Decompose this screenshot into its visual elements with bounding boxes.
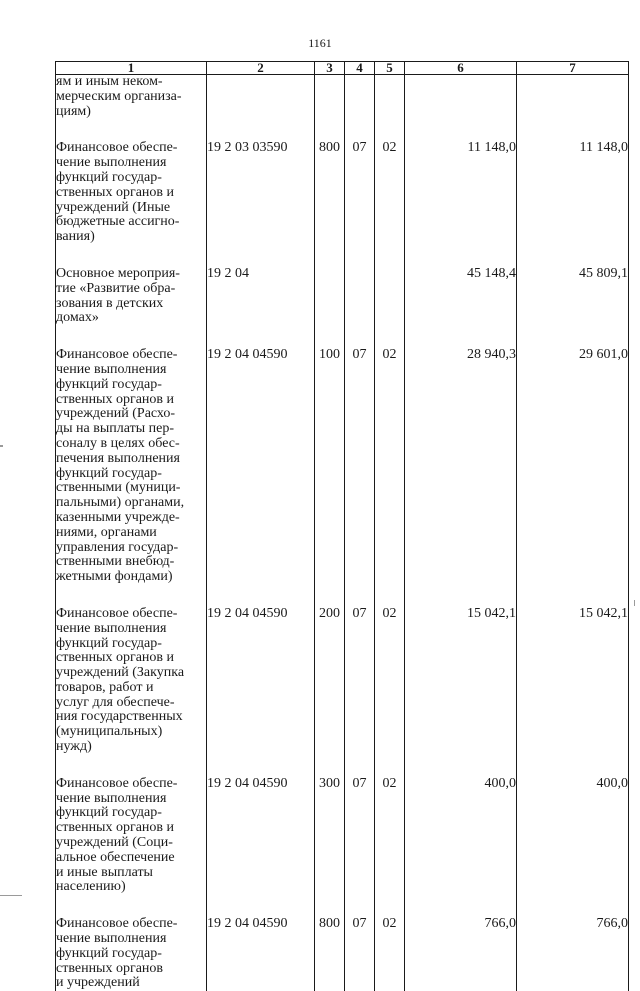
subsection-cell — [375, 267, 405, 326]
spacer-cell — [345, 755, 375, 777]
subsection-cell: 02 — [375, 917, 405, 991]
spacer-cell — [345, 119, 375, 141]
description-line: чение выполнения — [56, 156, 206, 171]
row-spacer — [56, 755, 629, 777]
spacer-cell — [315, 755, 345, 777]
scan-mark — [634, 600, 635, 606]
description-line: учреждений (Иные — [56, 201, 206, 216]
description-line: казенными учрежде- — [56, 511, 206, 526]
target-code-cell: 19 2 04 04590 — [207, 917, 315, 991]
description-line: тие «Развитие обра- — [56, 282, 206, 297]
section-cell: 07 — [345, 348, 375, 585]
spacer-cell — [517, 119, 629, 141]
spacer-cell — [56, 326, 207, 348]
row-spacer — [56, 585, 629, 607]
description-line: домах» — [56, 311, 206, 326]
spacer-cell — [315, 119, 345, 141]
spacer-cell — [207, 119, 315, 141]
amount-year1-cell — [405, 75, 517, 120]
description-line: функций государ- — [56, 171, 206, 186]
spacer-cell — [517, 755, 629, 777]
spacer-cell — [375, 585, 405, 607]
amount-year2-cell: 45 809,1 — [517, 267, 629, 326]
scan-mark — [0, 445, 3, 447]
description-line: ственных органов и — [56, 186, 206, 201]
column-header: 3 — [315, 62, 345, 75]
subsection-cell: 02 — [375, 348, 405, 585]
amount-year2-cell: 29 601,0 — [517, 348, 629, 585]
table-row — [56, 75, 629, 120]
spacer-cell — [517, 585, 629, 607]
description-line: Финансовое обеспе- — [56, 348, 206, 363]
table-row — [56, 917, 629, 991]
description-line: ды на выплаты пер- — [56, 422, 206, 437]
table-body — [56, 75, 629, 991]
expense-type-cell: 200 — [315, 607, 345, 755]
description-line: бюджетные ассигно- — [56, 215, 206, 230]
description-line: ственными внебюд- — [56, 555, 206, 570]
column-header: 5 — [375, 62, 405, 75]
section-cell: 07 — [345, 141, 375, 245]
spacer-cell — [517, 895, 629, 917]
target-code-cell: 19 2 04 04590 — [207, 777, 315, 895]
section-cell: 07 — [345, 607, 375, 755]
expense-type-cell — [315, 75, 345, 120]
amount-year2-cell — [517, 75, 629, 120]
spacer-cell — [375, 245, 405, 267]
page-number: 1161 — [0, 36, 640, 51]
table-row — [56, 777, 629, 895]
spacer-cell — [405, 245, 517, 267]
description-line: пальными) органами, — [56, 496, 206, 511]
target-code-cell: 19 2 04 04590 — [207, 348, 315, 585]
expense-type-cell — [315, 267, 345, 326]
description-cell — [56, 267, 207, 326]
spacer-cell — [375, 895, 405, 917]
target-code-cell: 19 2 04 — [207, 267, 315, 326]
section-cell — [345, 267, 375, 326]
row-spacer — [56, 119, 629, 141]
column-header: 6 — [405, 62, 517, 75]
amount-year1-cell: 15 042,1 — [405, 607, 517, 755]
description-line: ния государственных — [56, 710, 206, 725]
description-line: услуг для обеспече- — [56, 696, 206, 711]
spacer-cell — [405, 585, 517, 607]
description-line: функций государ- — [56, 947, 206, 962]
spacer-cell — [517, 326, 629, 348]
subsection-cell: 02 — [375, 607, 405, 755]
description-line: мерческим организа- — [56, 90, 206, 105]
description-line: ственными (муници- — [56, 481, 206, 496]
description-line: Финансовое обеспе- — [56, 777, 206, 792]
target-code-cell: 19 2 03 03590 — [207, 141, 315, 245]
description-line: вания) — [56, 230, 206, 245]
description-line: и учреждений — [56, 976, 206, 991]
row-spacer — [56, 326, 629, 348]
description-cell — [56, 348, 207, 585]
spacer-cell — [207, 245, 315, 267]
description-line: жетными фондами) — [56, 570, 206, 585]
description-line: функций государ- — [56, 806, 206, 821]
table-row — [56, 348, 629, 585]
description-line: ственных органов — [56, 962, 206, 977]
expense-type-cell: 800 — [315, 141, 345, 245]
description-line: функций государ- — [56, 467, 206, 482]
section-cell: 07 — [345, 917, 375, 991]
section-cell: 07 — [345, 777, 375, 895]
description-line: Основное мероприя- — [56, 267, 206, 282]
spacer-cell — [207, 895, 315, 917]
description-line: учреждений (Соци- — [56, 836, 206, 851]
spacer-cell — [207, 585, 315, 607]
expense-type-cell: 300 — [315, 777, 345, 895]
description-line: учреждений (Расхо- — [56, 407, 206, 422]
table-row — [56, 267, 629, 326]
amount-year1-cell: 45 148,4 — [405, 267, 517, 326]
description-line: ниями, органами — [56, 526, 206, 541]
subsection-cell: 02 — [375, 777, 405, 895]
subsection-cell: 02 — [375, 141, 405, 245]
description-line: товаров, работ и — [56, 681, 206, 696]
section-cell — [345, 75, 375, 120]
amount-year2-cell: 15 042,1 — [517, 607, 629, 755]
target-code-cell — [207, 75, 315, 120]
budget-table — [55, 61, 629, 991]
description-line: печения выполнения — [56, 452, 206, 467]
spacer-cell — [345, 245, 375, 267]
amount-year1-cell: 28 940,3 — [405, 348, 517, 585]
expense-type-cell: 100 — [315, 348, 345, 585]
description-line: ям и иным неком- — [56, 75, 206, 90]
spacer-cell — [345, 895, 375, 917]
description-line: функций государ- — [56, 378, 206, 393]
description-line: Финансовое обеспе- — [56, 917, 206, 932]
description-line: соналу в целях обес- — [56, 437, 206, 452]
column-header: 1 — [56, 62, 207, 75]
spacer-cell — [207, 326, 315, 348]
description-line: учреждений (Закупка — [56, 666, 206, 681]
row-spacer — [56, 895, 629, 917]
description-line: чение выполнения — [56, 622, 206, 637]
description-cell — [56, 917, 207, 991]
spacer-cell — [405, 326, 517, 348]
description-line: чение выполнения — [56, 792, 206, 807]
description-line: альное обеспечение — [56, 851, 206, 866]
description-cell — [56, 777, 207, 895]
subsection-cell — [375, 75, 405, 120]
description-cell — [56, 141, 207, 245]
row-spacer — [56, 245, 629, 267]
spacer-cell — [56, 119, 207, 141]
amount-year1-cell: 400,0 — [405, 777, 517, 895]
spacer-cell — [405, 119, 517, 141]
amount-year1-cell: 11 148,0 — [405, 141, 517, 245]
description-line: функций государ- — [56, 637, 206, 652]
description-line: населению) — [56, 880, 206, 895]
description-line: ственных органов и — [56, 393, 206, 408]
description-line: Финансовое обеспе- — [56, 141, 206, 156]
table-row — [56, 141, 629, 245]
column-header: 4 — [345, 62, 375, 75]
target-code-cell: 19 2 04 04590 — [207, 607, 315, 755]
spacer-cell — [56, 245, 207, 267]
spacer-cell — [375, 119, 405, 141]
description-line: зования в детских — [56, 297, 206, 312]
table-row — [56, 607, 629, 755]
description-line: ственных органов и — [56, 821, 206, 836]
spacer-cell — [517, 245, 629, 267]
spacer-cell — [56, 585, 207, 607]
spacer-cell — [315, 895, 345, 917]
spacer-cell — [207, 755, 315, 777]
description-cell — [56, 75, 207, 120]
spacer-cell — [56, 755, 207, 777]
description-line: (муниципальных) — [56, 725, 206, 740]
description-line: ственных органов и — [56, 651, 206, 666]
description-line: чение выполнения — [56, 363, 206, 378]
spacer-cell — [315, 245, 345, 267]
spacer-cell — [315, 326, 345, 348]
description-line: управления государ- — [56, 541, 206, 556]
spacer-cell — [405, 895, 517, 917]
spacer-cell — [375, 326, 405, 348]
amount-year2-cell: 11 148,0 — [517, 141, 629, 245]
scan-mark — [0, 895, 22, 896]
description-line: чение выполнения — [56, 932, 206, 947]
description-line: и иные выплаты — [56, 866, 206, 881]
column-header: 2 — [207, 62, 315, 75]
description-line: нужд) — [56, 740, 206, 755]
amount-year2-cell: 400,0 — [517, 777, 629, 895]
amount-year2-cell: 766,0 — [517, 917, 629, 991]
expense-type-cell: 800 — [315, 917, 345, 991]
amount-year1-cell: 766,0 — [405, 917, 517, 991]
description-cell — [56, 607, 207, 755]
description-line: Финансовое обеспе- — [56, 607, 206, 622]
spacer-cell — [345, 585, 375, 607]
header-row — [56, 62, 629, 75]
spacer-cell — [345, 326, 375, 348]
column-header: 7 — [517, 62, 629, 75]
spacer-cell — [375, 755, 405, 777]
spacer-cell — [405, 755, 517, 777]
spacer-cell — [56, 895, 207, 917]
spacer-cell — [315, 585, 345, 607]
description-line: циям) — [56, 105, 206, 120]
